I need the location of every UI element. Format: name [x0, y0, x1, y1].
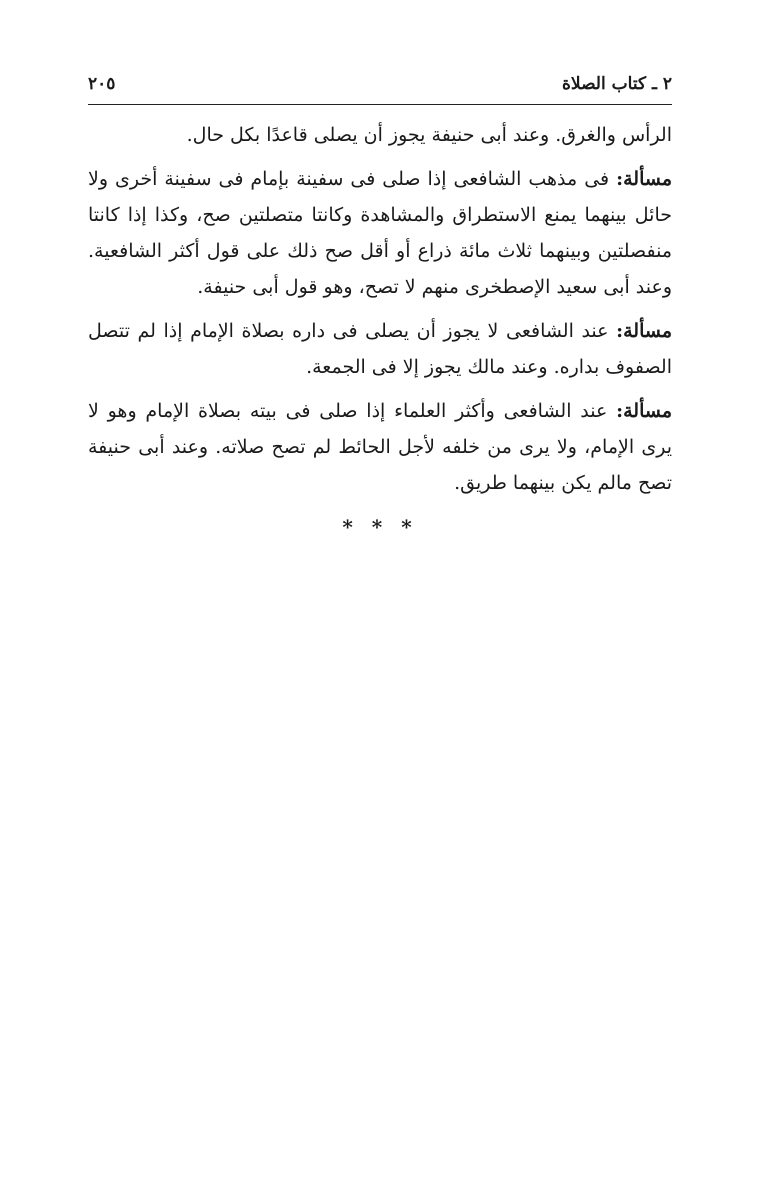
paragraph-text: فى مذهب الشافعى إذا صلى فى سفينة بإمام فى سفينة أخرى ولا حائل بينهما يمنع الاستطراق والمشاهدة وكانتا متصلتين صح، وكذا إذا كانتا منفصلتين وبينهما ثلاث مائة ذراع أو أقل صح ذلك على قول أكثر الشافعية. وعند أبى سعيد الإصطخرى منهم لا تصح، وهو قول أبى حنيفة.	[88, 168, 672, 298]
chapter-title: ٢ ـ كتاب الصلاة	[562, 74, 672, 94]
paragraph-issue-ship	[88, 161, 672, 305]
issue-label: مسألة:	[616, 320, 672, 342]
paragraph-continuation	[88, 117, 672, 153]
paragraph-text: عند الشافعى وأكثر العلماء إذا صلى فى بيته بصلاة الإمام وهو لا يرى الإمام، ولا يرى من خلفه لأجل الحائط لم تصح صلاته. وعند أبى حنيفة تصح مالم يكن بينهما طريق.	[88, 400, 672, 494]
page	[88, 72, 672, 545]
issue-label: مسألة:	[616, 168, 672, 190]
running-head	[88, 72, 672, 105]
paragraph-issue-house	[88, 313, 672, 385]
paragraph-issue-home	[88, 393, 672, 501]
paragraph-text: الرأس والغرق. وعند أبى حنيفة يجوز أن يصلى قاعدًا بكل حال.	[186, 124, 672, 146]
page-number: ٢٠٥	[88, 74, 116, 94]
body-text	[88, 117, 672, 545]
section-ornament: * * *	[342, 515, 418, 539]
issue-label: مسألة:	[616, 400, 672, 422]
paragraph-text: عند الشافعى لا يجوز أن يصلى فى داره بصلاة الإمام إذا لم تتصل الصفوف بداره. وعند مالك يجوز إلا فى الجمعة.	[88, 320, 672, 378]
